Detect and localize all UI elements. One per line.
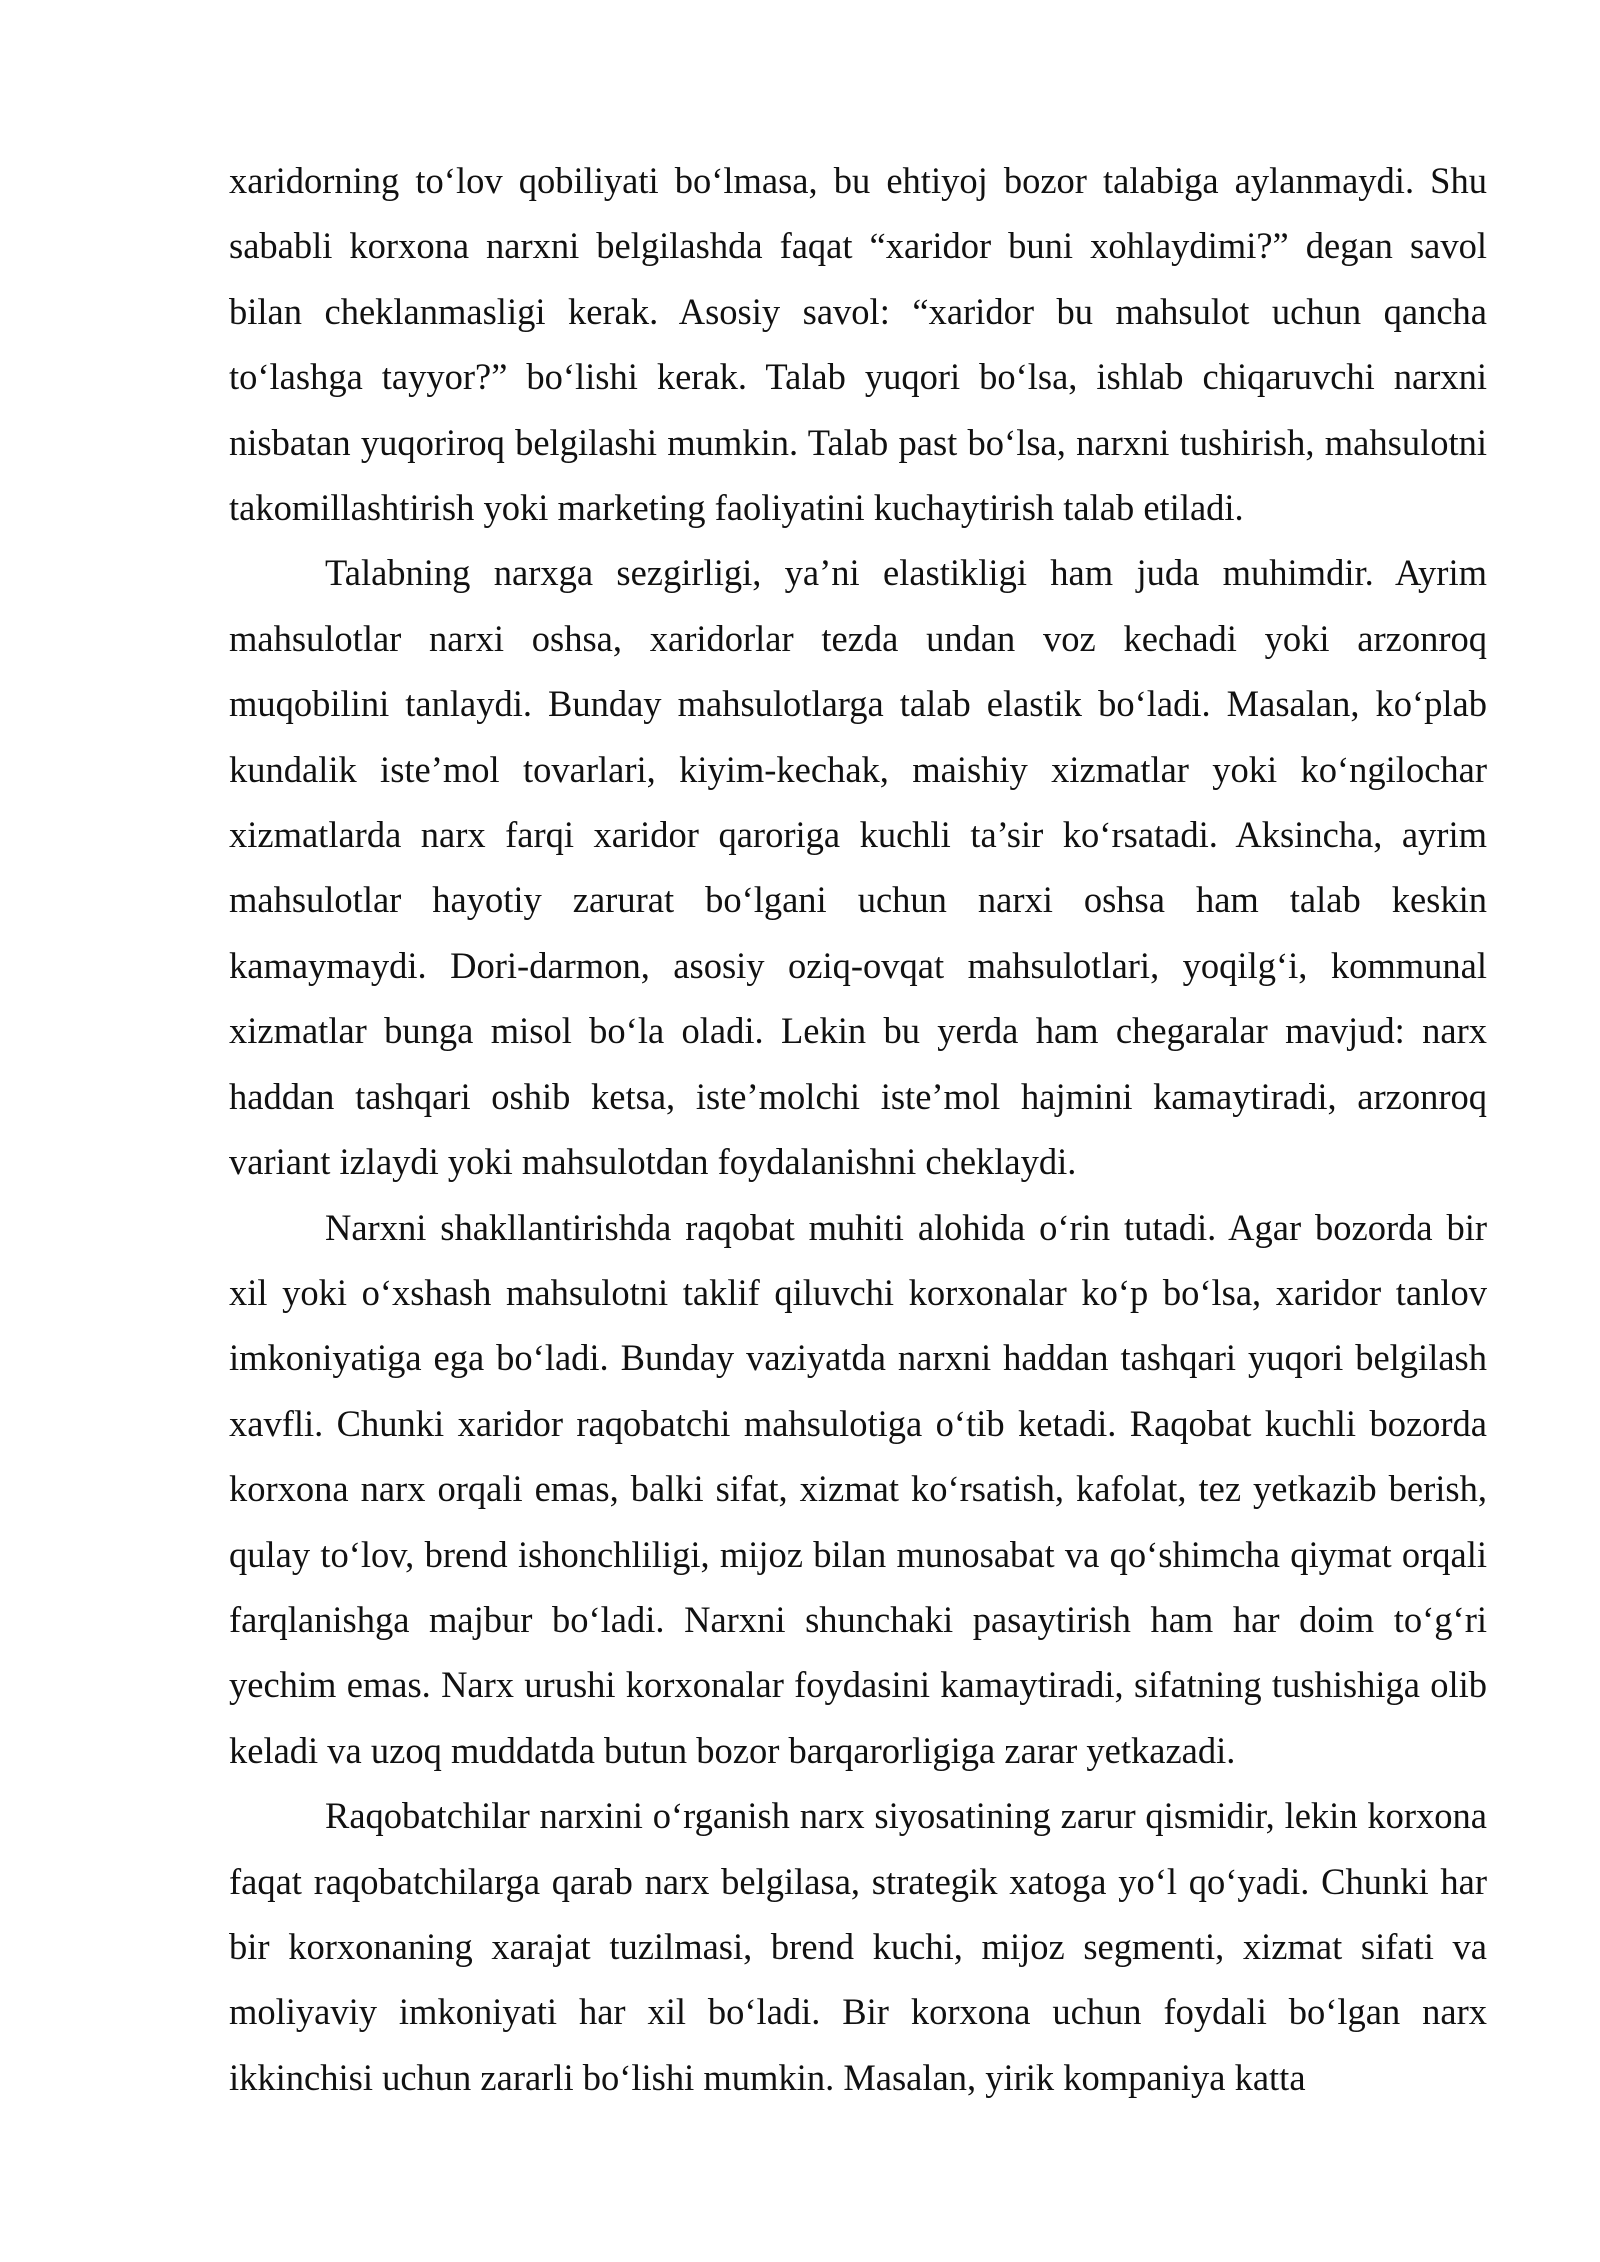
document-page	[229, 148, 1487, 2110]
paragraph-3: Narxni shakllantirishda raqobat muhiti alohida o‘rin tutadi. Agar bozorda bir xil yoki o‘xshash mahsulotni taklif qiluvchi korxonalar ko‘p bo‘lsa, xaridor tanlov imkoniyatiga ega bo‘ladi. Bunday vaziyatda narxni haddan tashqari yuqori belgilash xavfli. Chunki xaridor raqobatchi mahsulotiga o‘tib ketadi. Raqobat kuchli bozorda korxona narx orqali emas, balki sifat, xizmat ko‘rsatish, kafolat, tez yetkazib berish, qulay to‘lov, brend ishonchliligi, mijoz bilan munosabat va qo‘shimcha qiymat orqali farqlanishga majbur bo‘ladi. Narxni shunchaki pasaytirish ham har doim to‘g‘ri yechim emas. Narx urushi korxonalar foydasini kamaytiradi, sifatning tushishiga olib keladi va uzoq muddatda butun bozor barqarorligiga zarar yetkazadi.	[229, 1206, 1487, 1771]
paragraph-2: Talabning narxga sezgirligi, ya’ni elastikligi ham juda muhimdir. Ayrim mahsulotlar narxi oshsa, xaridorlar tezda undan voz kechadi yoki arzonroq muqobilini tanlaydi. Bunday mahsulotlarga talab elastik bo‘ladi. Masalan, ko‘plab kundalik iste’mol tovarlari, kiyim-kechak, maishiy xizmatlar yoki ko‘ngilochar xizmatlarda narx farqi xaridor qaroriga kuchli ta’sir ko‘rsatadi. Aksincha, ayrim mahsulotlar hayotiy zarurat bo‘lgani uchun narxi oshsa ham talab keskin kamaymaydi. Dori-darmon, asosiy oziq-ovqat mahsulotlari, yoqilg‘i, kommunal xizmatlar bunga misol bo‘la oladi. Lekin bu yerda ham chegaralar mavjud: narx haddan tashqari oshib ketsa, iste’molchi iste’mol hajmini kamaytiradi, arzonroq variant izlaydi yoki mahsulotdan foydalanishni cheklaydi.	[229, 552, 1487, 1183]
paragraph-4: Raqobatchilar narxini o‘rganish narx siyosatining zarur qismidir, lekin korxona faqat raqobatchilarga qarab narx belgilasa, strategik xatoga yo‘l qo‘yadi. Chunki har bir korxonaning xarajat tuzilmasi, brend kuchi, mijoz segmenti, xizmat sifati va moliyaviy imkoniyati har xil bo‘ladi. Bir korxona uchun foydali bo‘lgan narx ikkinchisi uchun zararli bo‘lishi mumkin. Masalan, yirik kompaniya katta	[229, 1795, 1487, 2098]
paragraph-1: xaridorning to‘lov qobiliyati bo‘lmasa, bu ehtiyoj bozor talabiga aylanmaydi. Shu sababli korxona narxni belgilashda faqat “xaridor buni xohlaydimi?” degan savol bilan cheklanmasligi kerak. Asosiy savol: “xaridor bu mahsulot uchun qancha to‘lashga tayyor?” bo‘lishi kerak. Talab yuqori bo‘lsa, ishlab chiqaruvchi narxni nisbatan yuqoriroq belgilashi mumkin. Talab past bo‘lsa, narxni tushirish, mahsulotni takomillashtirish yoki marketing faoliyatini kuchaytirish talab etiladi.	[229, 160, 1487, 529]
